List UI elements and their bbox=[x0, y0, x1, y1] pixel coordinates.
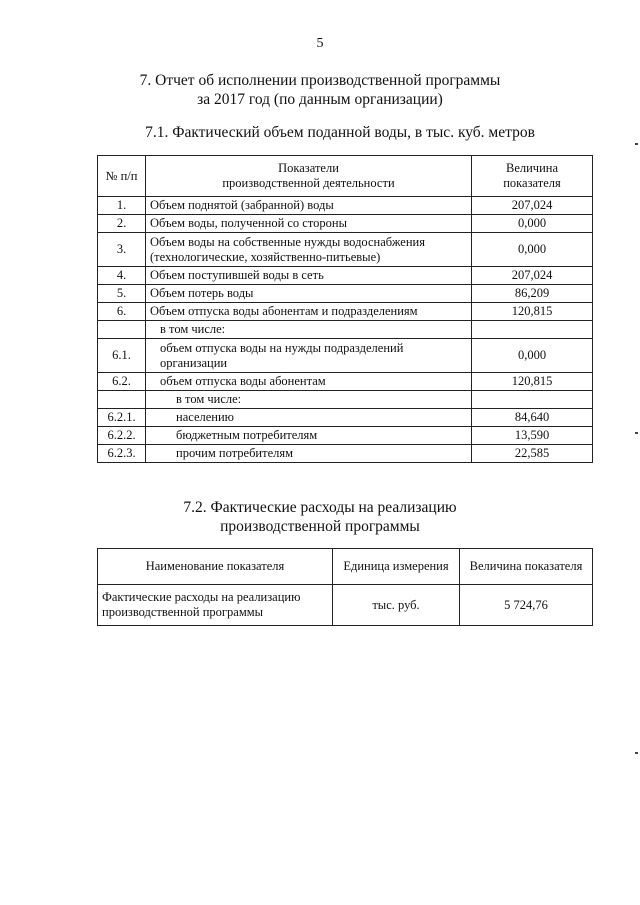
table-row bbox=[98, 339, 593, 373]
table-row bbox=[98, 267, 593, 285]
table-row bbox=[98, 321, 593, 339]
table-row bbox=[98, 197, 593, 215]
row-value: 13,590 bbox=[472, 427, 593, 445]
row-name: Объем поступившей воды в сеть bbox=[146, 267, 472, 285]
table-row bbox=[98, 285, 593, 303]
column-header-indicator-line2: производственной деятельности bbox=[222, 176, 395, 190]
row-value: 22,585 bbox=[472, 445, 593, 463]
row-name-line2: (технологические, хозяйственно-питьевые) bbox=[150, 249, 381, 264]
table-row bbox=[98, 409, 593, 427]
column-header-indicator-line1: Показатели bbox=[278, 161, 339, 175]
section-7-2-heading bbox=[0, 498, 640, 536]
row-num: 6.2.1. bbox=[98, 409, 146, 427]
table-row bbox=[98, 233, 593, 267]
row-name bbox=[146, 339, 472, 373]
row-num: 6.2.2. bbox=[98, 427, 146, 445]
expenses-table bbox=[97, 548, 593, 626]
row-value: 0,000 bbox=[472, 233, 593, 267]
row-value bbox=[472, 321, 593, 339]
column-header-name: Наименование показателя bbox=[98, 549, 333, 585]
row-num bbox=[98, 391, 146, 409]
row-name: Объем отпуска воды абонентам и подразделениям bbox=[146, 303, 472, 321]
column-header-value: Величина показателя bbox=[472, 156, 593, 197]
row-name: бюджетным потребителям bbox=[146, 427, 472, 445]
row-name: прочим потребителям bbox=[146, 445, 472, 463]
section-7-title-line1: 7. Отчет об исполнении производственной программы bbox=[139, 72, 501, 89]
column-header-indicator bbox=[146, 156, 472, 197]
row-name bbox=[98, 585, 333, 626]
row-name: населению bbox=[146, 409, 472, 427]
section-7-1-heading: 7.1. Фактический объем поданной воды, в тыс. куб. метров bbox=[145, 124, 535, 141]
row-num: 6.2.3. bbox=[98, 445, 146, 463]
column-header-value: Величина показателя bbox=[460, 549, 593, 585]
table-row bbox=[98, 445, 593, 463]
row-name-line1: Объем воды на собственные нужды водоснабжения bbox=[150, 234, 425, 249]
row-name-line1: Фактические расходы на реализацию bbox=[102, 590, 301, 604]
page-number: 5 bbox=[316, 36, 324, 51]
row-num: 5. bbox=[98, 285, 146, 303]
row-name-line2: производственной программы bbox=[102, 605, 264, 619]
scan-mark bbox=[635, 752, 638, 754]
row-name: Объем потерь воды bbox=[146, 285, 472, 303]
row-num bbox=[98, 321, 146, 339]
table-row bbox=[98, 215, 593, 233]
scan-mark bbox=[635, 143, 638, 145]
row-unit: тыс. руб. bbox=[333, 585, 460, 626]
column-header-num: № п/п bbox=[98, 156, 146, 197]
row-num: 6.2. bbox=[98, 373, 146, 391]
row-num: 6.1. bbox=[98, 339, 146, 373]
row-value: 0,000 bbox=[472, 339, 593, 373]
row-value: 0,000 bbox=[472, 215, 593, 233]
section-7-2-title-line2: производственной программы bbox=[220, 518, 420, 535]
row-value: 5 724,76 bbox=[460, 585, 593, 626]
row-value: 207,024 bbox=[472, 267, 593, 285]
row-name-line2: организации bbox=[160, 355, 228, 370]
row-num: 6. bbox=[98, 303, 146, 321]
column-header-unit: Единица измерения bbox=[333, 549, 460, 585]
row-name: в том числе: bbox=[146, 391, 472, 409]
table-row bbox=[98, 585, 593, 626]
water-volume-table bbox=[97, 155, 593, 463]
table-row bbox=[98, 303, 593, 321]
section-7-2-title-line1: 7.2. Фактические расходы на реализацию bbox=[183, 499, 457, 516]
table-header-row bbox=[98, 549, 593, 585]
row-value: 86,209 bbox=[472, 285, 593, 303]
row-name: Объем воды, полученной со стороны bbox=[146, 215, 472, 233]
table-row bbox=[98, 391, 593, 409]
row-name: объем отпуска воды абонентам bbox=[146, 373, 472, 391]
row-num: 1. bbox=[98, 197, 146, 215]
row-value: 120,815 bbox=[472, 303, 593, 321]
row-num: 4. bbox=[98, 267, 146, 285]
row-value bbox=[472, 391, 593, 409]
row-num: 2. bbox=[98, 215, 146, 233]
section-7-heading bbox=[0, 71, 640, 109]
table-row bbox=[98, 373, 593, 391]
row-num: 3. bbox=[98, 233, 146, 267]
row-value: 84,640 bbox=[472, 409, 593, 427]
row-value: 207,024 bbox=[472, 197, 593, 215]
row-value: 120,815 bbox=[472, 373, 593, 391]
row-name: в том числе: bbox=[146, 321, 472, 339]
table-row bbox=[98, 427, 593, 445]
row-name bbox=[146, 233, 472, 267]
row-name-line1: объем отпуска воды на нужды подразделений bbox=[160, 340, 404, 355]
scan-mark bbox=[635, 432, 638, 434]
section-7-title-line2: за 2017 год (по данным организации) bbox=[197, 91, 443, 108]
table-header-row bbox=[98, 156, 593, 197]
row-name: Объем поднятой (забранной) воды bbox=[146, 197, 472, 215]
